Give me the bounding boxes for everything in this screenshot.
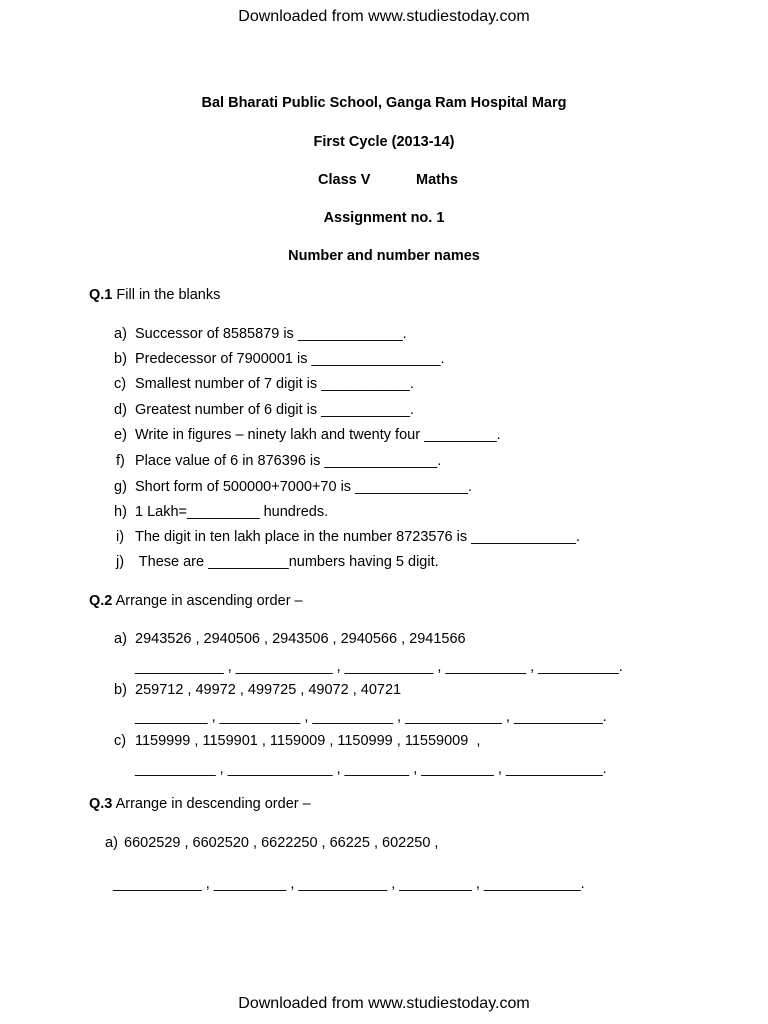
q1-title: Fill in the blanks [112, 287, 221, 303]
q3-title: Arrange in descending order – [112, 796, 311, 812]
q1-heading [89, 287, 220, 303]
q1-number: Q.1 [89, 287, 113, 303]
q3-heading [89, 796, 311, 812]
q2-heading [89, 593, 303, 609]
q3-number: Q.3 [89, 796, 113, 812]
download-banner-top: Downloaded from www.studiestoday.com [238, 8, 530, 25]
download-banner-bottom: Downloaded from www.studiestoday.com [238, 995, 530, 1012]
assignment-title: Assignment no. 1 [323, 210, 445, 226]
school-name: Bal Bharati Public School, Ganga Ram Hospital Marg [201, 95, 567, 111]
topic-title: Number and number names [288, 248, 480, 264]
subject-label: Maths [416, 172, 458, 188]
class-label: Class V [318, 172, 371, 188]
q2-title: Arrange in ascending order – [112, 593, 303, 609]
cycle-title: First Cycle (2013-14) [313, 134, 455, 150]
q2-number: Q.2 [89, 593, 113, 609]
